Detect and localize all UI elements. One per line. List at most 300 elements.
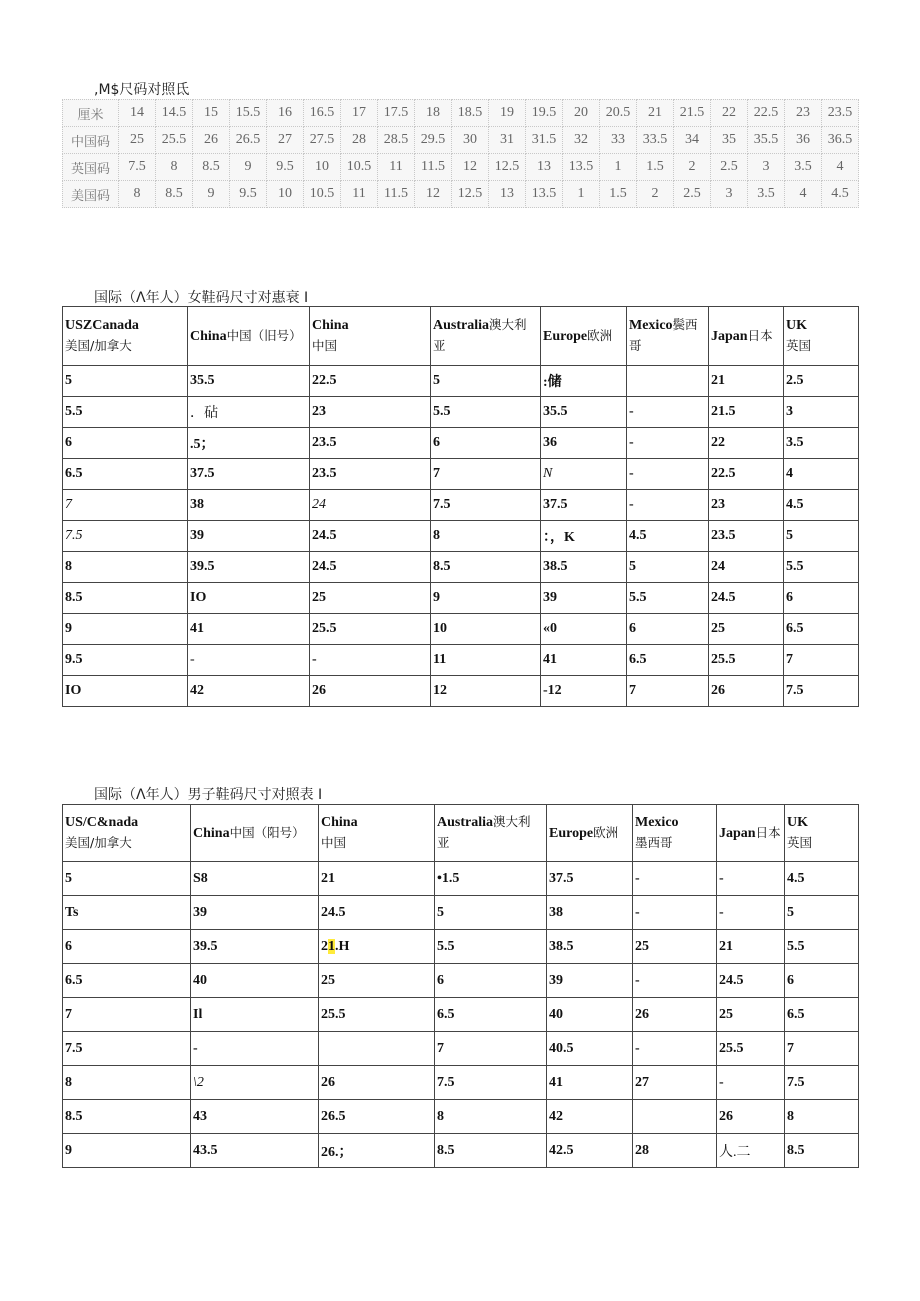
men-header-row (63, 805, 859, 862)
cell-value: 43.5 (193, 1142, 218, 1158)
men-cell (633, 930, 717, 964)
cell-value: 7 (65, 497, 72, 512)
cell-value: Il (193, 1006, 203, 1022)
men-cell (785, 998, 859, 1032)
cell-value: 3.5 (786, 435, 804, 450)
kids-cell: 22 (711, 100, 748, 127)
kids-cell: 16 (267, 100, 304, 127)
cell-value: - (719, 870, 724, 886)
women-cell (627, 645, 709, 676)
women-cell (784, 552, 859, 583)
women-cell (431, 428, 541, 459)
women-cell (188, 490, 310, 521)
cell-value: 25.5 (312, 621, 337, 636)
cell-value: 6.5 (786, 621, 804, 636)
kids-cell: 3 (711, 181, 748, 208)
cell-value: 21.H (321, 938, 350, 954)
women-cell (63, 676, 188, 707)
kids-cell: 30 (452, 127, 489, 154)
men-cell (717, 1032, 785, 1066)
women-cell (310, 645, 431, 676)
header-en-label: Mexico (629, 318, 673, 333)
kids-cell: 15 (193, 100, 230, 127)
kids-cell: 22.5 (748, 100, 785, 127)
cell-value: 23.5 (312, 435, 337, 450)
header-cn-label: 日本 (755, 824, 781, 840)
cell-value: 7 (786, 652, 793, 667)
cell-value: 8 (65, 559, 72, 574)
men-cell (785, 1134, 859, 1168)
kids-cell: 29.5 (415, 127, 452, 154)
header-cn-label: 哥 (629, 338, 642, 353)
women-cell (431, 614, 541, 645)
men-cell (191, 862, 319, 896)
cell-value: 39 (190, 528, 204, 543)
women-cell (784, 614, 859, 645)
women-cell (310, 521, 431, 552)
women-cell (541, 645, 627, 676)
cell-value: 25 (719, 1006, 733, 1022)
kids-cell: 2.5 (674, 181, 711, 208)
men-table-row (63, 862, 859, 896)
kids-cell: 2 (637, 181, 674, 208)
cell-value: 4.5 (787, 870, 805, 886)
cell-value: 7 (629, 683, 636, 698)
men-cell (63, 1100, 191, 1134)
cell-value: 6 (437, 972, 444, 988)
header-cn-label: 中国 (312, 337, 338, 353)
women-cell (310, 552, 431, 583)
women-cell (431, 490, 541, 521)
women-cell (627, 552, 709, 583)
men-cell (435, 1100, 547, 1134)
cell-value: 7 (787, 1040, 794, 1056)
men-cell (717, 998, 785, 1032)
men-header-cell (191, 805, 319, 862)
cell-value: 22 (711, 435, 725, 450)
header-cn-label: 欧洲 (593, 824, 619, 840)
women-table-row (63, 645, 859, 676)
women-cell (188, 583, 310, 614)
women-cell (431, 521, 541, 552)
kids-cell: 33 (600, 127, 637, 154)
men-table-row (63, 998, 859, 1032)
women-cell (541, 583, 627, 614)
men-cell (633, 998, 717, 1032)
cell-value: 3 (786, 404, 793, 419)
cell-value: 41 (543, 652, 557, 667)
kids-cell: 8.5 (193, 154, 230, 181)
header-cn-label: 亚 (433, 338, 446, 353)
men-cell (785, 964, 859, 998)
cell-value: - (635, 972, 640, 988)
women-cell (784, 366, 859, 397)
women-cell (431, 459, 541, 490)
women-cell (541, 366, 627, 397)
kids-cell: 35 (711, 127, 748, 154)
cell-value: IO (65, 683, 82, 698)
women-cell (541, 552, 627, 583)
cell-value: - (635, 904, 640, 920)
cell-value: «0 (543, 621, 557, 636)
women-cell (709, 583, 784, 614)
header-cn-label: 英国 (787, 834, 813, 850)
kids-cell: 13.5 (563, 154, 600, 181)
women-cell (63, 459, 188, 490)
women-cell (63, 552, 188, 583)
men-cell (63, 1134, 191, 1168)
cell-value: 6 (786, 590, 793, 605)
cell-value: 25 (635, 938, 649, 954)
cell-value: 2.5 (786, 373, 804, 388)
cell-value: N (543, 466, 553, 481)
women-cell (63, 614, 188, 645)
men-cell (633, 896, 717, 930)
cell-value: 24 (711, 559, 725, 574)
women-cell (627, 490, 709, 521)
men-cell (63, 1066, 191, 1100)
cell-value: 38.5 (549, 938, 574, 954)
women-cell (709, 552, 784, 583)
women-cell (431, 366, 541, 397)
men-cell (785, 862, 859, 896)
header-en-label: China (190, 328, 227, 344)
header-en-label: Europe (549, 825, 594, 841)
kids-cell: 36 (785, 127, 822, 154)
cell-value: 22.5 (312, 373, 337, 388)
cell-value: S8 (193, 870, 208, 886)
men-cell (191, 930, 319, 964)
cell-value: 8.5 (787, 1142, 805, 1158)
kids-cell: 2 (674, 154, 711, 181)
cell-value: 26 (312, 683, 326, 698)
men-cell (191, 1134, 319, 1168)
women-cell (784, 397, 859, 428)
women-cell (541, 521, 627, 552)
kids-cell: 23.5 (822, 100, 859, 127)
women-cell (784, 583, 859, 614)
cell-value: 39.5 (193, 938, 218, 954)
kids-cell: 26.5 (230, 127, 267, 154)
women-header-cell (627, 307, 709, 366)
kids-cell: 28 (341, 127, 378, 154)
cell-value: 7.5 (787, 1074, 805, 1090)
men-cell (63, 1032, 191, 1066)
kids-cell: 3 (748, 154, 785, 181)
cell-value: 21 (719, 938, 733, 954)
cell-value: 11 (433, 652, 447, 667)
cell-value: 25.5 (321, 1006, 346, 1022)
cell-value: ：，K (543, 530, 575, 545)
women-cell (310, 397, 431, 428)
men-cell (63, 896, 191, 930)
women-cell (63, 645, 188, 676)
kids-cell: 16.5 (304, 100, 341, 127)
men-cell (785, 1032, 859, 1066)
kids-cell: 10 (304, 154, 341, 181)
kids-cell: 28.5 (378, 127, 415, 154)
men-header-cell (63, 805, 191, 862)
women-cell (709, 490, 784, 521)
kids-cell: 12.5 (452, 181, 489, 208)
cell-value: 39 (549, 972, 563, 988)
header-cn-label: 亚 (437, 835, 450, 850)
cell-value: 8.5 (433, 559, 451, 574)
cell-value: 7 (433, 466, 440, 481)
women-cell (63, 428, 188, 459)
men-cell (435, 930, 547, 964)
kids-cell: 27.5 (304, 127, 341, 154)
women-cell (784, 521, 859, 552)
header-en-label: Mexico (635, 814, 679, 830)
cell-value: 23.5 (312, 466, 337, 481)
women-cell (541, 676, 627, 707)
women-cell (63, 490, 188, 521)
women-cell (310, 459, 431, 490)
kids-cell: 33.5 (637, 127, 674, 154)
women-cell (784, 645, 859, 676)
women-header-cell (431, 307, 541, 366)
cell-value: 人.二 (719, 1144, 751, 1160)
kids-cell: 1.5 (637, 154, 674, 181)
cell-value: 6 (65, 938, 72, 954)
header-en-label: Australia (437, 815, 493, 830)
men-cell (191, 998, 319, 1032)
men-cell (717, 1066, 785, 1100)
men-cell (547, 1032, 633, 1066)
men-cell (717, 930, 785, 964)
women-cell (188, 676, 310, 707)
kids-cell: 20 (563, 100, 600, 127)
men-cell (191, 896, 319, 930)
cell-value: 6 (65, 435, 72, 450)
cell-value: ．砧 (190, 406, 218, 421)
men-cell (63, 930, 191, 964)
kids-cell: 14.5 (156, 100, 193, 127)
cell-value: 24.5 (321, 904, 346, 920)
women-table-row (63, 366, 859, 397)
women-cell (188, 459, 310, 490)
men-cell (435, 964, 547, 998)
men-cell (633, 1134, 717, 1168)
women-header-cell (541, 307, 627, 366)
men-cell (547, 1100, 633, 1134)
cell-value: 7.5 (65, 528, 83, 543)
kids-cell: 35.5 (748, 127, 785, 154)
cell-value: :储 (543, 375, 562, 390)
cell-value: 21 (321, 870, 335, 886)
men-header-cell (633, 805, 717, 862)
cell-value: 26 (635, 1006, 649, 1022)
cell-value: 5.5 (433, 404, 451, 419)
cell-value: 8.5 (65, 590, 83, 605)
cell-value: 43 (193, 1108, 207, 1124)
women-header-cell (63, 307, 188, 366)
kids-cell: 25.5 (156, 127, 193, 154)
cell-value: 6 (629, 621, 636, 636)
cell-value: - (629, 497, 634, 512)
cell-value: 22.5 (711, 466, 736, 481)
kids-cell: 18 (415, 100, 452, 127)
women-cell (188, 552, 310, 583)
men-table-row (63, 1066, 859, 1100)
cell-value: 21 (711, 373, 725, 388)
men-cell (785, 896, 859, 930)
cell-value: 8.5 (65, 1108, 83, 1124)
men-cell (547, 862, 633, 896)
women-cell (431, 583, 541, 614)
cell-value: 8 (437, 1108, 444, 1124)
cell-value: 9 (65, 621, 72, 636)
women-header-cell (709, 307, 784, 366)
header-cn-label: 澳大利 (493, 814, 531, 829)
kids-cell: 3.5 (748, 181, 785, 208)
cell-value: 37.5 (549, 870, 574, 886)
kids-cell: 11 (378, 154, 415, 181)
cell-value: 5.5 (437, 938, 455, 954)
women-cell (627, 583, 709, 614)
men-header-cell (547, 805, 633, 862)
women-size-table (62, 306, 859, 707)
kids-cell: 13 (489, 181, 526, 208)
men-table-row (63, 1032, 859, 1066)
cell-value: 7 (437, 1040, 444, 1056)
kids-cell: 26 (193, 127, 230, 154)
cell-value: 10 (433, 621, 447, 636)
men-cell (717, 1134, 785, 1168)
women-cell (63, 397, 188, 428)
header-en-label: Japan (711, 328, 748, 344)
kids-cell: 19 (489, 100, 526, 127)
kids-cell: 4 (822, 154, 859, 181)
cell-value: -12 (543, 683, 562, 698)
cell-value: 40.5 (549, 1040, 574, 1056)
kids-cell: 36.5 (822, 127, 859, 154)
men-cell (435, 1032, 547, 1066)
cell-value: 9 (433, 590, 440, 605)
header-en-label: Australia (433, 318, 489, 333)
men-cell (785, 1100, 859, 1134)
men-cell (319, 964, 435, 998)
women-cell (310, 428, 431, 459)
header-cn-label: 英国 (786, 337, 812, 353)
men-cell (435, 998, 547, 1032)
cell-value: 42 (549, 1108, 563, 1124)
header-cn-label: 美国/加拿大 (65, 834, 132, 850)
header-en-label: China (193, 825, 230, 841)
men-cell (633, 862, 717, 896)
men-cell (435, 1134, 547, 1168)
women-table-row (63, 552, 859, 583)
kids-cell: 21 (637, 100, 674, 127)
cell-value: 5.5 (65, 404, 83, 419)
men-cell (319, 998, 435, 1032)
women-table-row (63, 521, 859, 552)
men-size-table (62, 804, 859, 1168)
women-size-title: 国际（Λ年人）女鞋码尺寸对惠衰 I (94, 290, 309, 306)
cell-value: 26.； (321, 1144, 353, 1160)
cell-value: - (719, 1074, 724, 1090)
kids-cell: 21.5 (674, 100, 711, 127)
cell-value: 24.5 (711, 590, 736, 605)
men-cell (717, 896, 785, 930)
men-cell (633, 964, 717, 998)
women-table-row (63, 397, 859, 428)
kids-cell: 19.5 (526, 100, 563, 127)
cell-value: 41 (190, 621, 204, 636)
kids-cell: 4.5 (822, 181, 859, 208)
men-cell (319, 1100, 435, 1134)
men-header-cell (717, 805, 785, 862)
kids-cell: 27 (267, 127, 304, 154)
kids-cell: 14 (119, 100, 156, 127)
cell-value: 23 (711, 497, 725, 512)
cell-value: 26 (321, 1074, 335, 1090)
header-cn-label: 欧洲 (587, 327, 613, 343)
men-table-row (63, 1100, 859, 1134)
kids-cell: 9.5 (230, 181, 267, 208)
cell-value: - (193, 1040, 198, 1056)
men-cell (547, 964, 633, 998)
men-cell (785, 1066, 859, 1100)
men-cell (319, 1066, 435, 1100)
cell-value: 24.5 (719, 972, 744, 988)
cell-value: 7.5 (786, 683, 804, 698)
women-cell (709, 614, 784, 645)
header-cn-label: 日本 (747, 327, 773, 343)
cell-value: 24.5 (312, 528, 337, 543)
cell-value: 39 (543, 590, 557, 605)
kids-cell: 8 (156, 154, 193, 181)
women-cell (431, 397, 541, 428)
kids-cell: 2.5 (711, 154, 748, 181)
header-cn-label: 中国 (321, 834, 347, 850)
kids-cell: 13.5 (526, 181, 563, 208)
kids-size-table (62, 99, 859, 208)
women-cell (627, 459, 709, 490)
kids-cell: 11.5 (378, 181, 415, 208)
cell-value: 27 (635, 1074, 649, 1090)
cell-value: - (635, 870, 640, 886)
cell-value: 5.5 (786, 559, 804, 574)
kids-cell: 32 (563, 127, 600, 154)
women-cell (310, 366, 431, 397)
cell-value: 6.5 (629, 652, 647, 667)
men-cell (633, 1066, 717, 1100)
cell-value: 5.5 (629, 590, 647, 605)
women-cell (188, 366, 310, 397)
kids-cell: 10 (267, 181, 304, 208)
women-cell (627, 397, 709, 428)
men-table-row (63, 896, 859, 930)
women-cell (784, 428, 859, 459)
women-cell (188, 614, 310, 645)
cell-value: 35.5 (190, 373, 215, 388)
women-cell (709, 428, 784, 459)
women-table-row (63, 676, 859, 707)
kids-cell: 17.5 (378, 100, 415, 127)
cell-value: 38 (549, 904, 563, 920)
header-en-label: Europe (543, 328, 588, 344)
cell-value: 5 (437, 904, 444, 920)
cell-value: 26 (711, 683, 725, 698)
cell-value: 40 (549, 1006, 563, 1022)
cell-value: - (719, 904, 724, 920)
cell-value: 6 (787, 972, 794, 988)
men-cell (191, 1100, 319, 1134)
cell-value: - (629, 435, 634, 450)
women-cell (784, 676, 859, 707)
